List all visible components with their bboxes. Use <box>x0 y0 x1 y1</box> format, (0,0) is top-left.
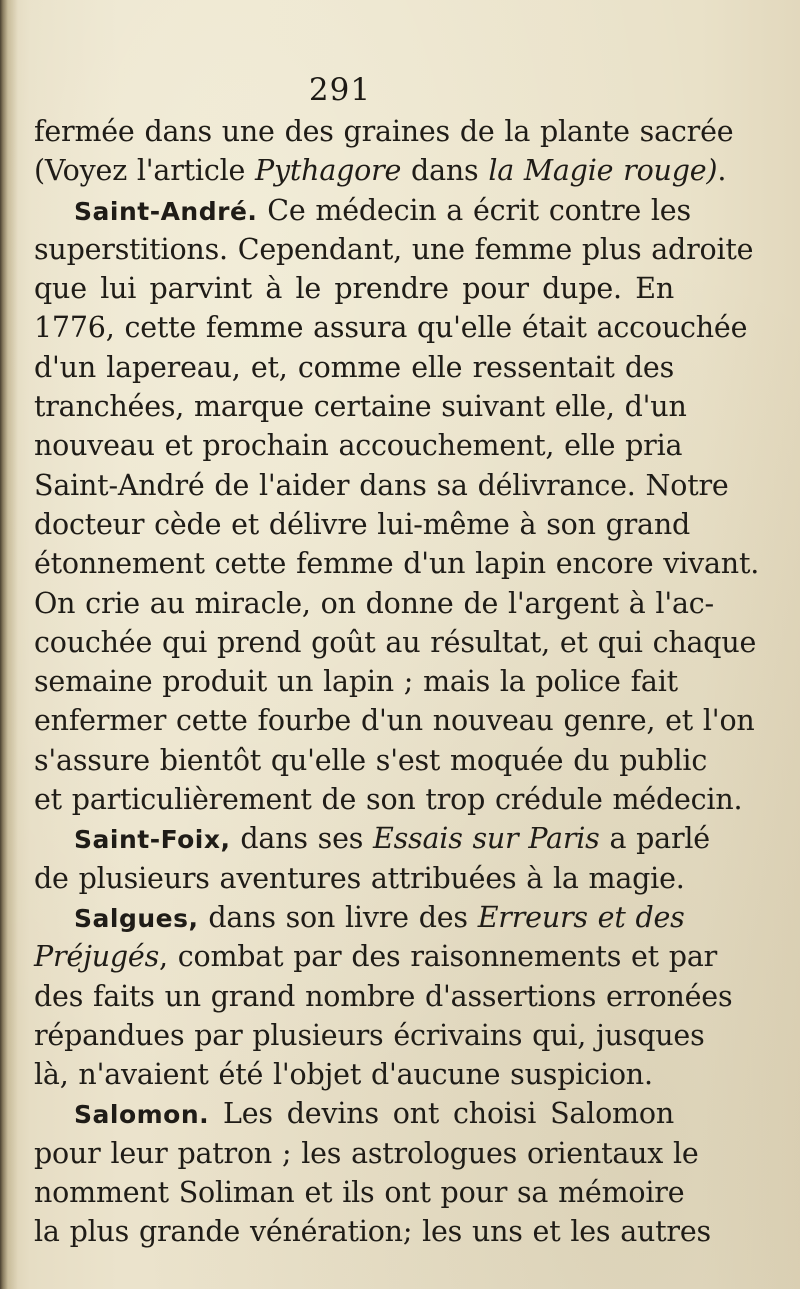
text-line <box>34 898 685 937</box>
italic-text: Pythagore <box>255 154 402 188</box>
text-run: nouveau et prochain accouchement, elle pria <box>34 429 683 463</box>
text-run: dans ses <box>230 822 374 856</box>
text-line <box>34 269 674 308</box>
text-run: 1776, cette femme assura qu'elle était accouchée <box>34 311 748 345</box>
text-run: de plusieurs aventures attribuées à la magie. <box>34 861 685 895</box>
text-line <box>34 191 691 230</box>
text-line <box>34 151 727 190</box>
body-text <box>34 112 760 1252</box>
text-run: là, n'avaient été l'objet d'aucune suspicion. <box>34 1058 653 1092</box>
text-run: dans <box>401 154 489 188</box>
italic-text: Erreurs et des <box>477 900 685 934</box>
text-run: couchée qui prend goût au résultat, et qui chaque <box>34 625 757 659</box>
text-run: des faits un grand nombre d'assertions erronées <box>34 979 733 1013</box>
text-line <box>34 505 691 544</box>
text-run: que lui parvint à le prendre pour dupe. En <box>34 272 674 306</box>
page-number: 291 <box>308 72 372 108</box>
text-line <box>34 741 708 780</box>
entry-heading: Salgues, <box>74 903 199 933</box>
text-run: (Voyez l'article <box>34 154 256 188</box>
entry-heading: Saint-André. <box>74 196 258 226</box>
text-run: superstitions. Cependant, une femme plus adroite <box>34 232 754 266</box>
text-line <box>34 819 710 858</box>
text-run: nomment Soliman et ils ont pour sa mémoire <box>34 1176 685 1210</box>
text-run: Saint-André de l'aider dans sa délivrance. Notre <box>34 468 729 502</box>
text-run: tranchées, marque certaine suivant elle, d'un <box>34 390 687 424</box>
text-line <box>34 466 729 505</box>
text-run: On crie au miracle, on donne de l'argent à l'ac- <box>34 586 714 620</box>
text-run: s'assure bientôt qu'elle s'est moquée du public <box>34 743 708 777</box>
text-run: fermée dans une des graines de la plante sacrée <box>34 115 734 148</box>
text-line <box>34 387 687 426</box>
text-line <box>34 1212 711 1251</box>
text-line <box>34 1016 705 1055</box>
entry-heading: Salomon. <box>74 1100 210 1130</box>
entry-heading: Saint-Foix, <box>74 825 231 855</box>
text-line <box>34 112 734 151</box>
text-run: semaine produit un lapin ; mais la police fait <box>34 665 678 699</box>
text-line <box>34 701 755 740</box>
text-run: dans son livre des <box>198 900 478 934</box>
text-run: . <box>717 154 727 188</box>
text-run: et particulièrement de son trop crédule médecin. <box>34 783 743 817</box>
text-line <box>34 426 683 465</box>
text-run: a parlé <box>599 822 710 856</box>
text-line <box>34 230 754 269</box>
text-line <box>34 1094 674 1133</box>
text-line <box>34 348 674 387</box>
text-run: docteur cède et délivre lui-même à son grand <box>34 507 691 541</box>
text-line <box>34 544 760 583</box>
text-line <box>34 308 748 347</box>
text-run: enfermer cette fourbe d'un nouveau genre, et l'on <box>34 704 755 738</box>
text-line <box>34 937 718 976</box>
text-run: pour leur patron ; les astrologues orientaux le <box>34 1136 699 1170</box>
text-line <box>34 623 757 662</box>
text-line <box>34 780 743 819</box>
text-run: , combat par des raisonnements et par <box>159 940 718 974</box>
text-line <box>34 1173 685 1212</box>
italic-text: Essais sur Paris <box>373 822 600 856</box>
text-line <box>34 584 714 623</box>
text-line <box>34 1134 699 1173</box>
text-line <box>34 1055 674 1094</box>
page-binding-edge <box>0 0 18 1289</box>
text-line <box>34 977 733 1016</box>
text-run: répandues par plusieurs écrivains qui, jusques <box>34 1018 705 1052</box>
italic-text: la Magie rouge) <box>488 154 718 188</box>
text-run: Les devins ont choisi Salomon <box>209 1097 674 1131</box>
text-run: étonnement cette femme d'un lapin encore vivant. <box>34 547 760 581</box>
text-run: d'un lapereau, et, comme elle ressentait des <box>34 350 674 384</box>
text-run: la plus grande vénération; les uns et les autres <box>34 1215 711 1249</box>
text-run: Ce médecin a écrit contre les <box>257 193 691 227</box>
italic-text: Préjugés <box>34 940 159 974</box>
text-line <box>34 859 685 898</box>
text-line <box>34 662 678 701</box>
